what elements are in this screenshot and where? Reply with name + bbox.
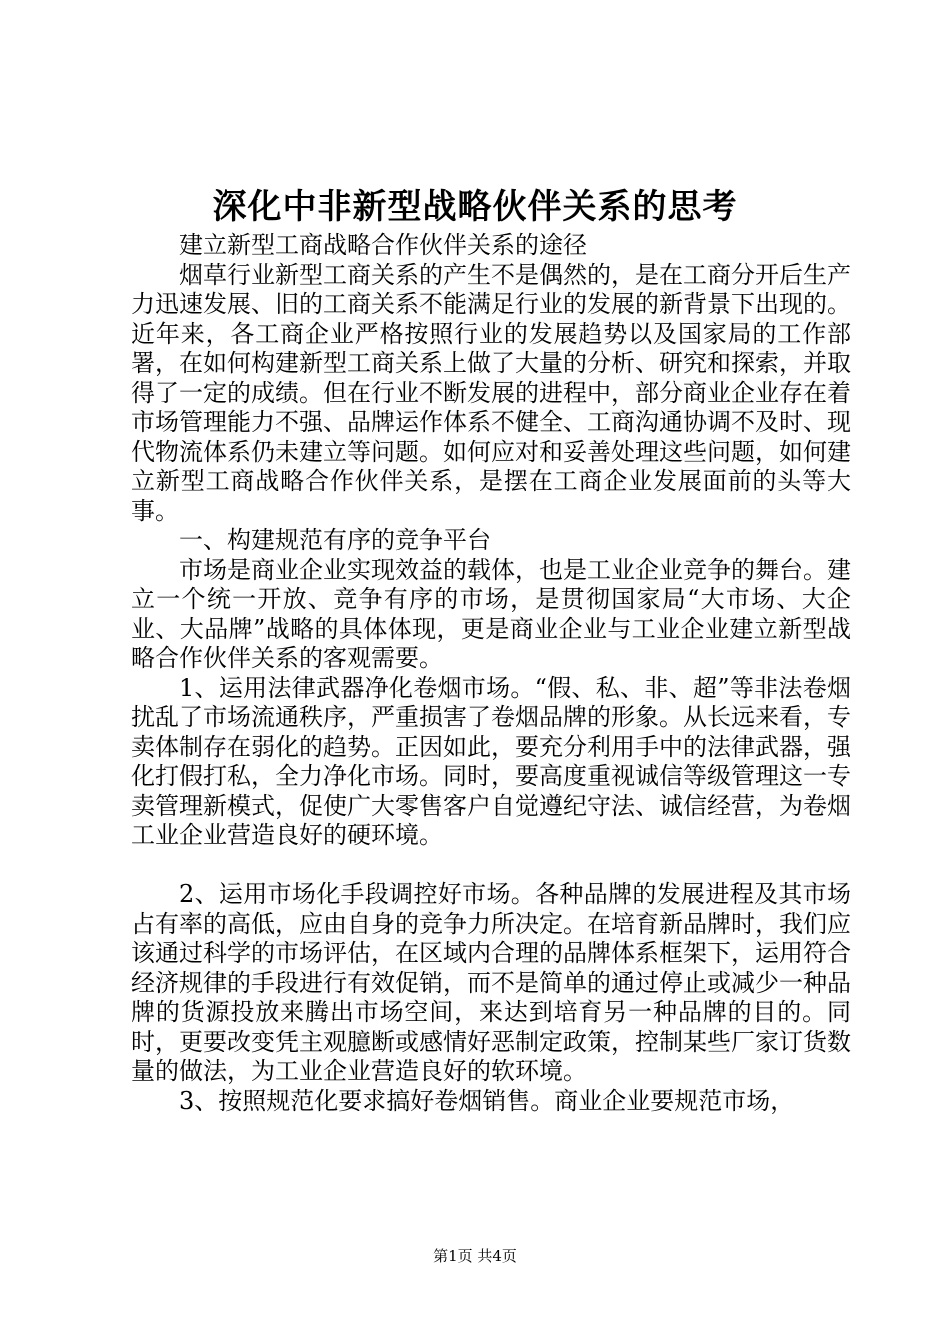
page-footer: 第1页 共4页 [433,1247,517,1265]
paragraph-subtitle: 建立新型工商战略合作伙伴关系的途径 [179,231,587,259]
paragraph-market: 市场是商业企业实现效益的载体，也是工业企业竞争的舞台。建立一个统一开放、竞争有序的市场，是贯彻国家局“大市场、大企业、大品牌”战略的具体体现，更是商业企业与工业企业建立新型战略合作伙伴关系的客观需要。 [131,555,851,672]
document-body [131,231,851,1116]
document-title: 深化中非新型战略伙伴关系的思考 [212,187,738,227]
paragraph-intro: 烟草行业新型工商关系的产生不是偶然的，是在工商分开后生产力迅速发展、旧的工商关系不能满足行业的发展的新背景下出现的。近年来，各工商企业严格按照行业的发展趋势以及国家局的工作部署，在如何构建新型工商关系上做了大量的分析、研究和探索，并取得了一定的成绩。但在行业不断发展的进程中，部分商业企业存在着市场管理能力不强、品牌运作体系不健全、工商沟通协调不及时、现代物流体系仍未建立等问题。如何应对和妥善处理这些问题，如何建立新型工商战略合作伙伴关系，是摆在工商企业发展面前的头等大事。 [131,260,851,525]
paragraph-item-2: 2、运用市场化手段调控好市场。各种品牌的发展进程及其市场占有率的高低，应由自身的竞争力所决定。在培育新品牌时，我们应该通过科学的市场评估，在区域内合理的品牌体系框架下，运用符合经济规律的手段进行有效促销，而不是简单的通过停止或减少一种品牌的货源投放来腾出市场空间，来达到培育另一种品牌的目的。同时，更要改变凭主观臆断或感情好恶制定政策，控制某些厂家订货数量的做法，为工业企业营造良好的软环境。 [131,880,851,1085]
paragraph-item-3: 3、按照规范化要求搞好卷烟销售。商业企业要规范市场， [179,1086,795,1115]
paragraph-heading-1: 一、构建规范有序的竞争平台 [179,526,491,554]
paragraph-item-1: 1、运用法律武器净化卷烟市场。“假、私、非、超”等非法卷烟扰乱了市场流通秩序，严重损害了卷烟品牌的形象。从长远来看，专卖体制存在弱化的趋势。正因如此，要充分利用手中的法律武器，强化打假打私，全力净化市场。同时，要高度重视诚信等级管理这一专卖管理新模式，促使广大零售客户自觉遵纪守法、诚信经营，为卷烟工业企业营造良好的硬环境。 [131,673,851,849]
